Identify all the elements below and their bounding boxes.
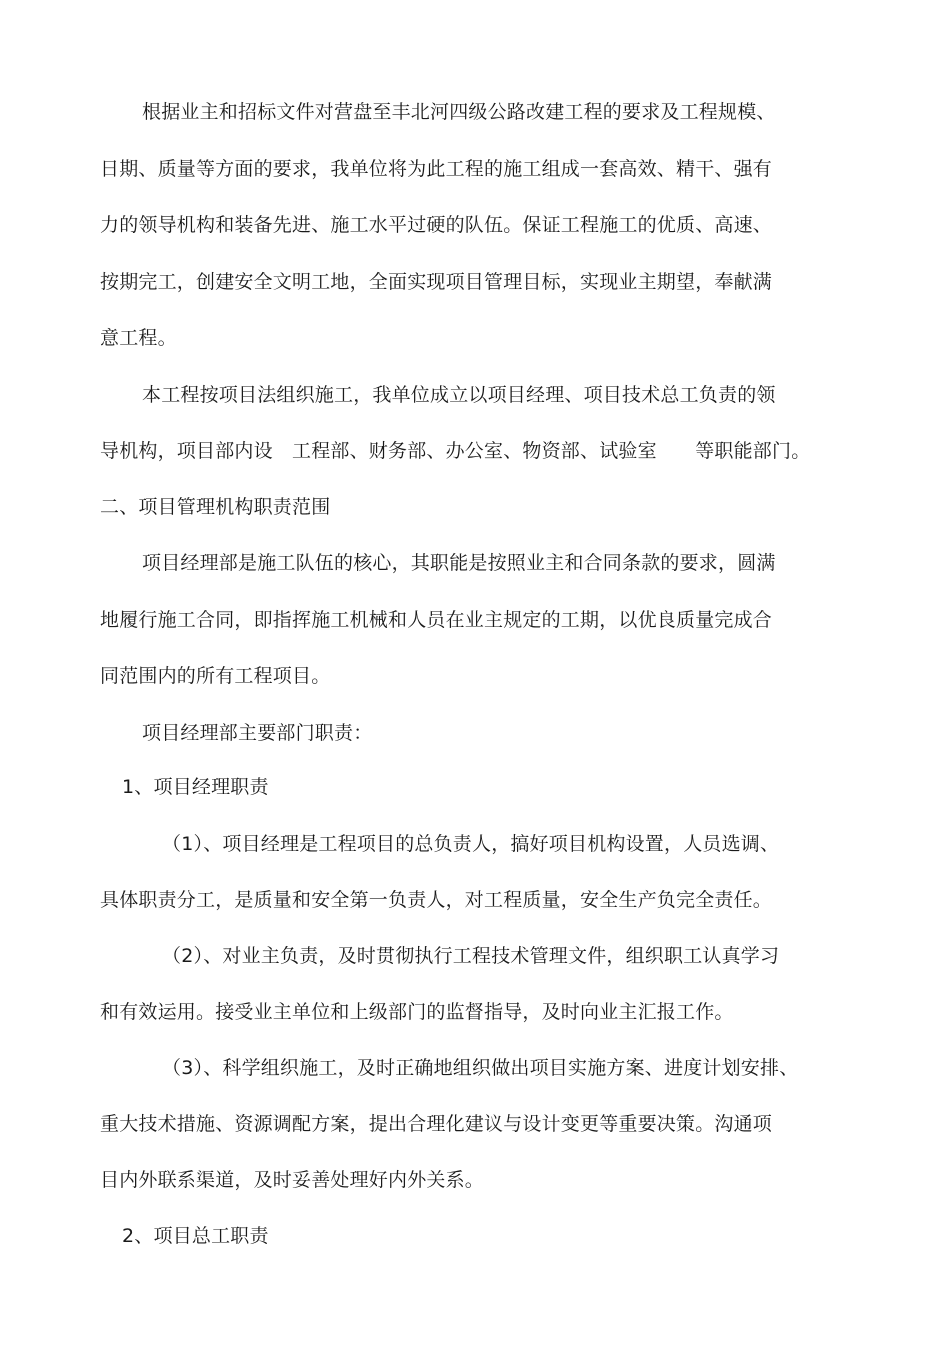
paragraph-line: （2）、对业主负责，及时贯彻执行工程技术管理文件，组织职工认真学习: [162, 945, 780, 967]
paragraph-line: 具体职责分工，是质量和安全第一负责人，对工程质量，安全生产负完全责任。: [100, 889, 773, 911]
paragraph-line: 目内外联系渠道，及时妥善处理好内外关系。: [100, 1169, 485, 1191]
paragraph-line: 项目经理部是施工队伍的核心，其职能是按照业主和合同条款的要求，圆满: [142, 552, 776, 574]
paragraph-line: 和有效运用。接受业主单位和上级部门的监督指导，及时向业主汇报工作。: [100, 1001, 734, 1023]
paragraph-line: 按期完工，创建安全文明工地，全面实现项目管理目标，实现业主期望，奉献满: [100, 271, 773, 293]
paragraph-line: 日期、质量等方面的要求，我单位将为此工程的施工组成一套高效、精干、强有: [100, 158, 773, 180]
paragraph-line: 导机构，项目部内设 工程部、财务部、办公室、物资部、试验室 等职能部门。: [100, 440, 811, 462]
paragraph-line: 根据业主和招标文件对营盘至丰北河四级公路改建工程的要求及工程规模、: [142, 101, 776, 123]
section-heading: 二、项目管理机构职责范围: [100, 496, 331, 518]
subsection-heading: 1、项目经理职责: [122, 776, 269, 798]
paragraph-line: 重大技术措施、资源调配方案，提出合理化建议与设计变更等重要决策。沟通项: [100, 1113, 773, 1135]
paragraph-line: 力的领导机构和装备先进、施工水平过硬的队伍。保证工程施工的优质、高速、: [100, 214, 773, 236]
paragraph-line: （3）、科学组织施工，及时正确地组织做出项目实施方案、进度计划安排、: [162, 1057, 799, 1079]
paragraph-line: 意工程。: [100, 327, 177, 349]
paragraph-line: 同范围内的所有工程项目。: [100, 665, 331, 687]
paragraph-line: 项目经理部主要部门职责：: [142, 722, 373, 744]
subsection-heading: 2、项目总工职责: [122, 1225, 269, 1247]
paragraph-line: 本工程按项目法组织施工，我单位成立以项目经理、项目技术总工负责的领: [142, 384, 776, 406]
paragraph-line: 地履行施工合同，即指挥施工机械和人员在业主规定的工期，以优良质量完成合: [100, 609, 773, 631]
paragraph-line: （1）、项目经理是工程项目的总负责人，搞好项目机构设置，人员选调、: [162, 833, 780, 855]
